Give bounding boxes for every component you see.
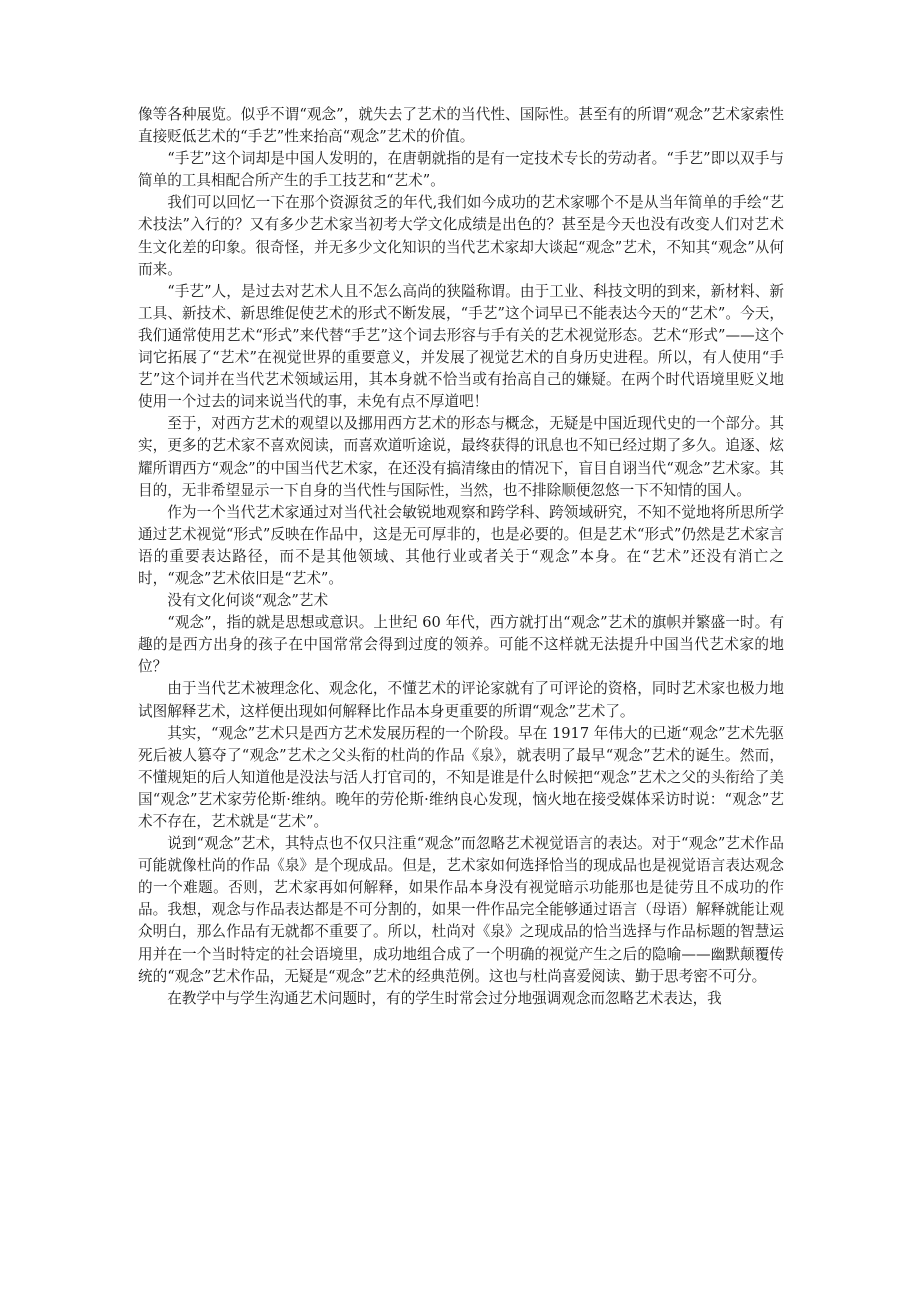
paragraph-3: 我们可以回忆一下在那个资源贫乏的年代,我们如今成功的艺术家哪个不是从当年简单的手绘“艺术技法”入行的？又有多少艺术家当初考大学文化成绩是出色的？甚至是今天也没有改变人们对艺术生文化差的印象。很奇怪，并无多少文化知识的当代艺术家却大谈起“观念”艺术，不知其“观念”从何而来。 xyxy=(138,194,784,278)
paragraph-7: “观念”，指的就是思想或意识。上世纪 60 年代，西方就打出“观念”艺术的旗帜并繁盛一时。有趣的是西方出身的孩子在中国常常会得到过度的领养。可能不这样就无法提升中国当代艺术家的地位？ xyxy=(138,614,784,676)
paragraph-2: “手艺”这个词却是中国人发明的，在唐朝就指的是有一定技术专长的劳动者。“手艺”即以双手与简单的工具相配合所产生的手工技艺和“艺术”。 xyxy=(138,150,784,190)
paragraph-6: 作为一个当代艺术家通过对当代社会敏锐地观察和跨学科、跨领域研究，不知不觉地将所思所学通过艺术视觉“形式”反映在作品中，这是无可厚非的，也是必要的。但是艺术“形式”仍然是艺术家言语的重要表达路径，而不是其他领域、其他行业或者关于“观念”本身。在“艺术”还没有消亡之时，“观念”艺术依旧是“艺术”。 xyxy=(138,503,784,587)
paragraph-1: 像等各种展览。似乎不谓“观念”，就失去了艺术的当代性、国际性。甚至有的所谓“观念”艺术家索性直接贬低艺术的“手艺”性来抬高“观念”艺术的价值。 xyxy=(138,106,784,146)
section-heading: 没有文化何谈“观念”艺术 xyxy=(167,592,329,610)
paragraph-8: 由于当代艺术被理念化、观念化，不懂艺术的评论家就有了可评论的资格，同时艺术家也极力地试图解释艺术，这样便出现如何解释比作品本身更重要的所谓“观念”艺术了。 xyxy=(138,680,784,720)
document-body xyxy=(138,104,784,1010)
paragraph-11: 在教学中与学生沟通艺术问题时，有的学生时常会过分地强调观念而忽略艺术表达，我 xyxy=(167,989,722,1007)
paragraph-4: “手艺”人，是过去对艺术人且不怎么高尚的狭隘称谓。由于工业、科技文明的到来，新材料、新工具、新技术、新思维促使艺术的形式不断发展，“手艺”这个词早已不能表达今天的“艺术”。今天，我们通常使用艺术“形式”来代替“手艺”这个词去形容与手有关的艺术视觉形态。艺术“形式”——这个词它拓展了“艺术”在视觉世界的重要意义，并发展了视觉艺术的自身历史进程。所以，有人使用“手艺”这个词并在当代艺术领域运用，其本身就不恰当或有抬高自己的嫌疑。在两个时代语境里贬义地使用一个过去的词来说当代的事，未免有点不厚道吧！ xyxy=(138,282,784,411)
paragraph-5: 至于，对西方艺术的观望以及挪用西方艺术的形态与概念，无疑是中国近现代史的一个部分。其实，更多的艺术家不喜欢阅读，而喜欢道听途说，最终获得的讯息也不知已经过期了多久。追逐、炫耀所谓西方“观念”的中国当代艺术家，在还没有搞清缘由的情况下，盲目自诩当代“观念”艺术家。其目的，无非希望显示一下自身的当代性与国际性，当然，也不排除顺便忽悠一下不知情的国人。 xyxy=(138,415,784,499)
paragraph-9: 其实，“观念”艺术只是西方艺术发展历程的一个阶段。早在 1917 年伟大的已逝“观念”艺术先驱死后被人篡夺了“观念”艺术之父头衔的杜尚的作品《泉》，就表明了最早“观念”艺术的诞生。然而，不懂规矩的后人知道他是没法与活人打官司的，不知是谁是什么时候把“观念”艺术之父的头衔给了美国“观念”艺术家劳伦斯·维纳。晚年的劳伦斯·维纳良心发现，恼火地在接受媒体采访时说：“观念”艺术不存在，艺术就是“艺术”。 xyxy=(138,724,784,830)
paragraph-10: 说到“观念”艺术，其特点也不仅只注重“观念”而忽略艺术视觉语言的表达。对于“观念”艺术作品可能就像杜尚的作品《泉》是个现成品。但是，艺术家如何选择恰当的现成品也是视觉语言表达观念的一个难题。否则，艺术家再如何解释，如果作品本身没有视觉暗示功能那也是徒劳且不成功的作品。我想，观念与作品表达都是不可分割的，如果一件作品完全能够通过语言（母语）解释就能让观众明白，那么作品有无就都不重要了。所以，杜尚对《泉》之现成品的恰当选择与作品标题的智慧运用并在一个当时特定的社会语境里，成功地组合成了一个明确的视觉产生之后的隐喻——幽默颠覆传统的“观念”艺术作品，无疑是“观念”艺术的经典范例。这也与杜尚喜爱阅读、勤于思考密不可分。 xyxy=(138,835,784,985)
